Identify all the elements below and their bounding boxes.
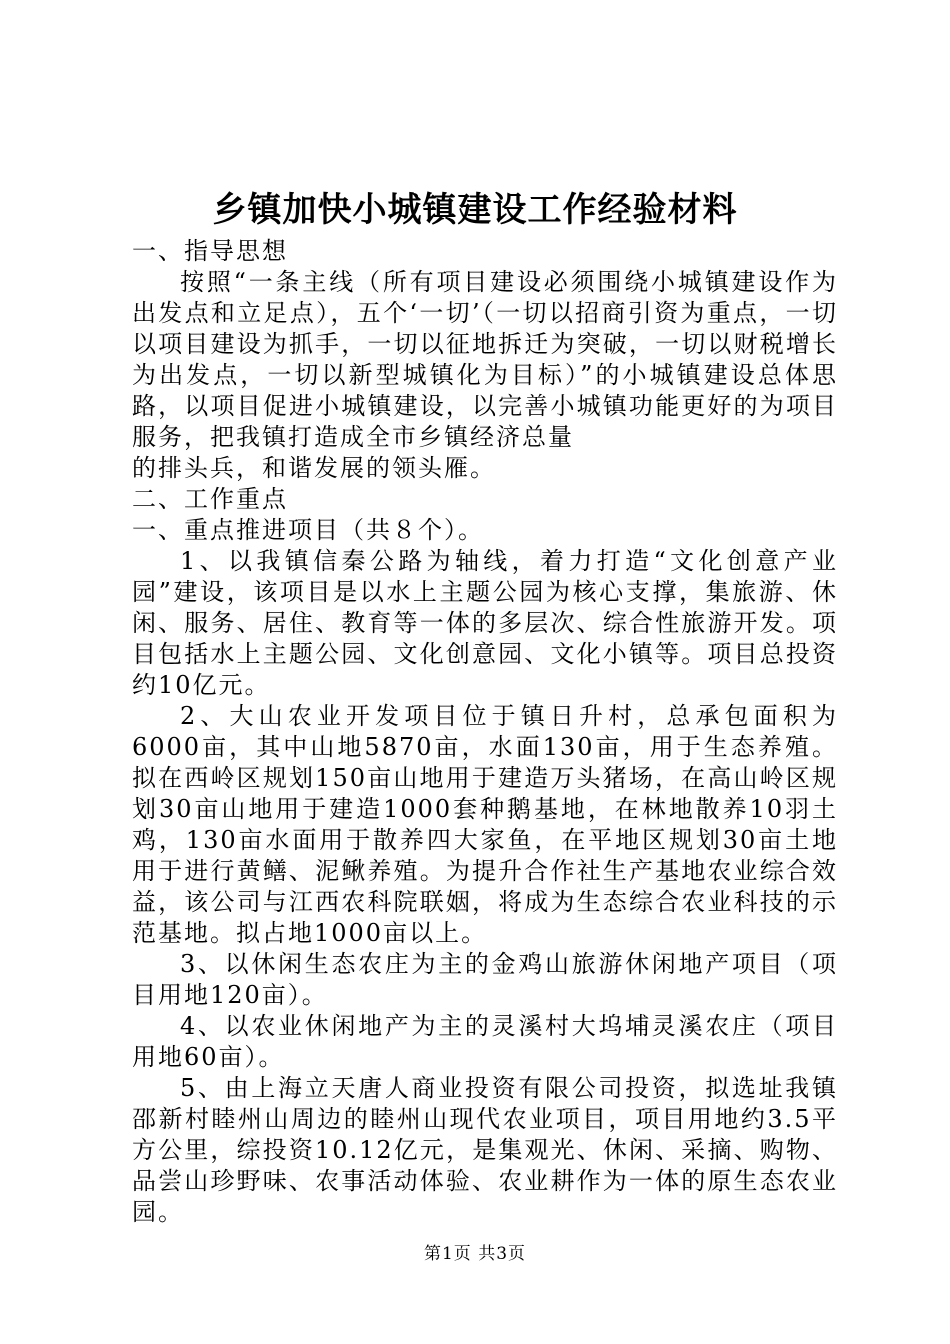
document-body — [132, 236, 838, 1228]
paragraph-guiding-continuation: 的排头兵，和谐发展的领头雁。 — [132, 454, 496, 482]
paragraph-project-5: 5、由上海立天唐人商业投资有限公司投资，拟选址我镇邵新村睦州山周边的睦州山现代农业项目，项目用地约3.5平方公里，综投资10.12亿元，是集观光、休闲、采摘、购物、品尝山珍野味、农事活动体验、农业耕作为一体的原生态农业园。 — [132, 1074, 838, 1226]
page-title: 乡镇加快小城镇建设工作经验材料 — [212, 190, 738, 230]
paragraph-guiding-content: 按照“一条主线（所有项目建设必须围绕小城镇建设作为出发点和立足点），五个‘一切’（一切以招商引资为重点，一切以项目建设为抓手，一切以征地拆迁为突破，一切以财税增长为出发点，一切以新型城镇化为目标）”的小城镇建设总体思路，以项目促进小城镇建设，以完善小城镇功能更好的为项目服务，把我镇打造成全市乡镇经济总量 — [132, 268, 838, 451]
heading-key-projects: 一、重点推进项目（共８个）。 — [132, 516, 484, 544]
heading-guiding-thought: 一、指导思想 — [132, 237, 288, 265]
paragraph-project-3: 3、以休闲生态农庄为主的金鸡山旅游休闲地产项目（项目用地120亩）。 — [132, 950, 838, 1009]
paragraph-project-4: 4、以农业休闲地产为主的灵溪村大坞埔灵溪农庄（项目用地60亩）。 — [132, 1012, 838, 1071]
heading-work-focus: 二、工作重点 — [132, 485, 288, 513]
paragraph-project-2: 2、大山农业开发项目位于镇日升村，总承包面积为6000亩，其中山地5870亩，水面130亩，用于生态养殖。拟在西岭区规划150亩山地用于建造万头猪场，在高山岭区规划30亩山地用于建造1000套种鹅基地，在林地散养10羽土鸡，130亩水面用于散养四大家鱼，在平地区规划30亩土地用于进行黄鳝、泥鳅养殖。为提升合作社生产基地农业综合效益，该公司与江西农科院联姻，将成为生态综合农业科技的示范基地。拟占地1000亩以上。 — [132, 702, 838, 947]
page-footer: 第1页 共3页 — [423, 1244, 527, 1264]
paragraph-project-1: 1、以我镇信秦公路为轴线，着力打造“文化创意产业园”建设，该项目是以水上主题公园为核心支撑，集旅游、休闲、服务、居住、教育等一体的多层次、综合性旅游开发。项目包括水上主题公园、文化创意园、文化小镇等。项目总投资约10亿元。 — [132, 547, 838, 699]
